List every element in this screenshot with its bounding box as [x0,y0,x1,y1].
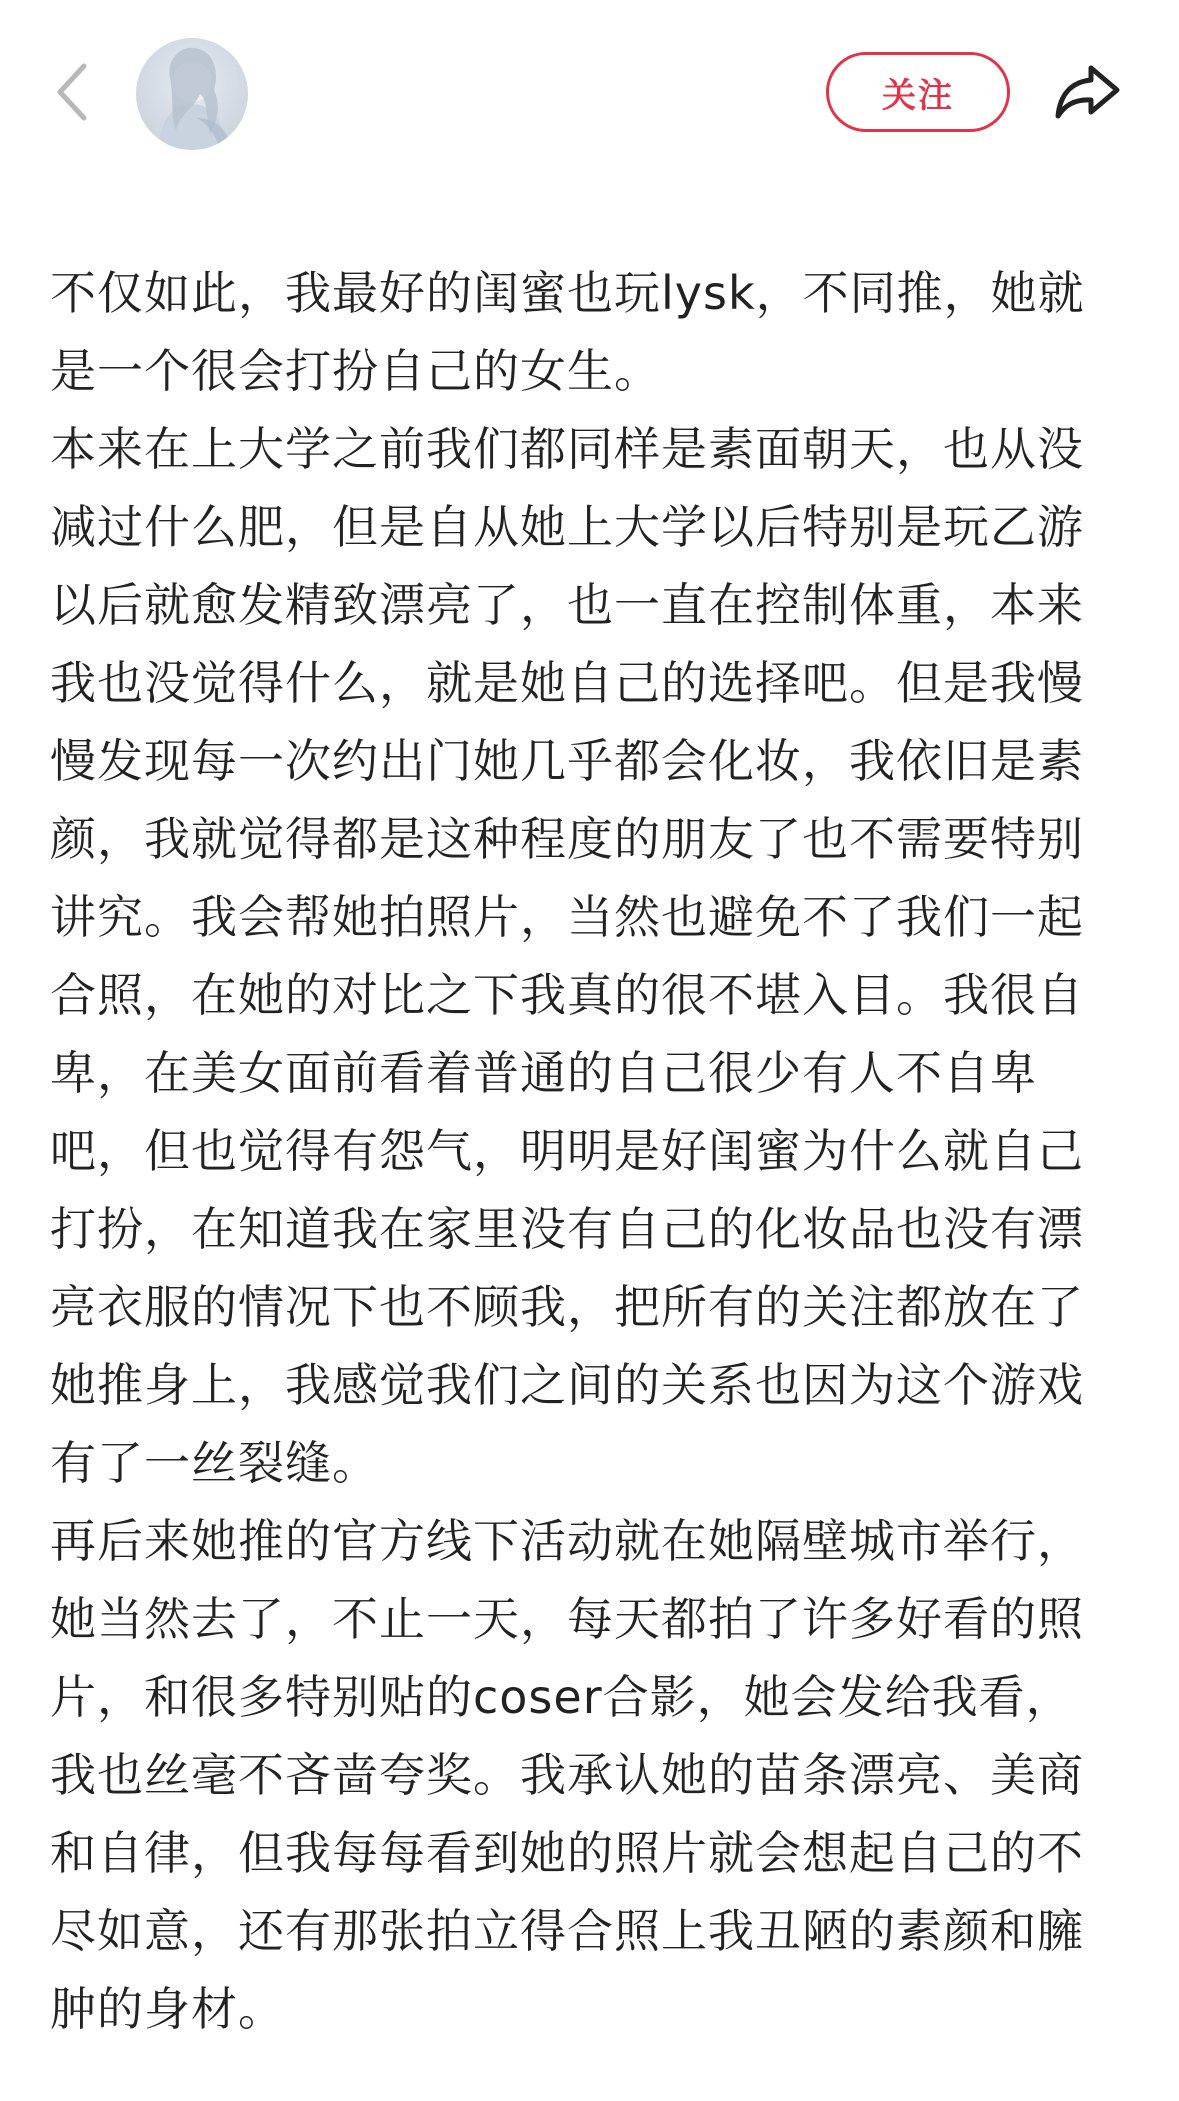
post-content [50,254,1120,2048]
text-line: 我也丝毫不吝啬夸奖。我承认她的苗条漂亮、美商 [50,1748,1084,1802]
text-line: 卑，在美女面前看着普通的自己很少有人不自卑 [50,1046,1037,1100]
text-line: 肿的身材。 [50,1982,285,2036]
text-line: 和自律，但我每每看到她的照片就会想起自己的不 [50,1826,1084,1880]
chevron-left-icon [52,60,92,124]
text-line: 不仅如此，我最好的闺蜜也玩lysk，不同推，她就 [50,266,1085,320]
post-paragraph-1 [50,254,1120,410]
text-line: 再后来她推的官方线下活动就在她隔壁城市举行， [50,1514,1084,1568]
back-button[interactable] [44,56,100,128]
avatar[interactable] [136,38,248,150]
text-line: 我也没觉得什么，就是她自己的选择吧。但是我慢 [50,656,1084,710]
text-line: 本来在上大学之前我们都同样是素面朝天，也从没 [50,422,1084,476]
follow-button[interactable]: 关注 [826,52,1010,132]
avatar-image [136,38,248,150]
text-line: 讲究。我会帮她拍照片，当然也避免不了我们一起 [50,890,1084,944]
text-line: 以后就愈发精致漂亮了，也一直在控制体重，本来 [50,578,1084,632]
share-button[interactable] [1048,56,1128,128]
text-line: 合照，在她的对比之下我真的很不堪入目。我很自 [50,968,1084,1022]
text-line: 慢发现每一次约出门她几乎都会化妆，我依旧是素 [50,734,1084,788]
text-line: 打扮，在知道我在家里没有自己的化妆品也没有漂 [50,1202,1084,1256]
text-line: 尽如意，还有那张拍立得合照上我丑陋的素颜和臃 [50,1904,1084,1958]
text-line: 是一个很会打扮自己的女生。 [50,344,661,398]
text-line: 她推身上，我感觉我们之间的关系也因为这个游戏 [50,1358,1084,1412]
top-bar [0,0,1179,200]
text-line: 吧，但也觉得有怨气，明明是好闺蜜为什么就自己 [50,1124,1084,1178]
text-line: 片，和很多特别贴的coser合影，她会发给我看， [50,1670,1073,1724]
text-line: 颜，我就觉得都是这种程度的朋友了也不需要特别 [50,812,1084,866]
text-line: 亮衣服的情况下也不顾我，把所有的关注都放在了 [50,1280,1084,1334]
text-line: 减过什么肥，但是自从她上大学以后特别是玩乙游 [50,500,1084,554]
post-paragraph-3 [50,1502,1120,2048]
text-line: 有了一丝裂缝。 [50,1436,379,1490]
post-paragraph-2 [50,410,1120,1502]
text-line: 她当然去了，不止一天，每天都拍了许多好看的照 [50,1592,1084,1646]
share-icon [1053,62,1123,122]
